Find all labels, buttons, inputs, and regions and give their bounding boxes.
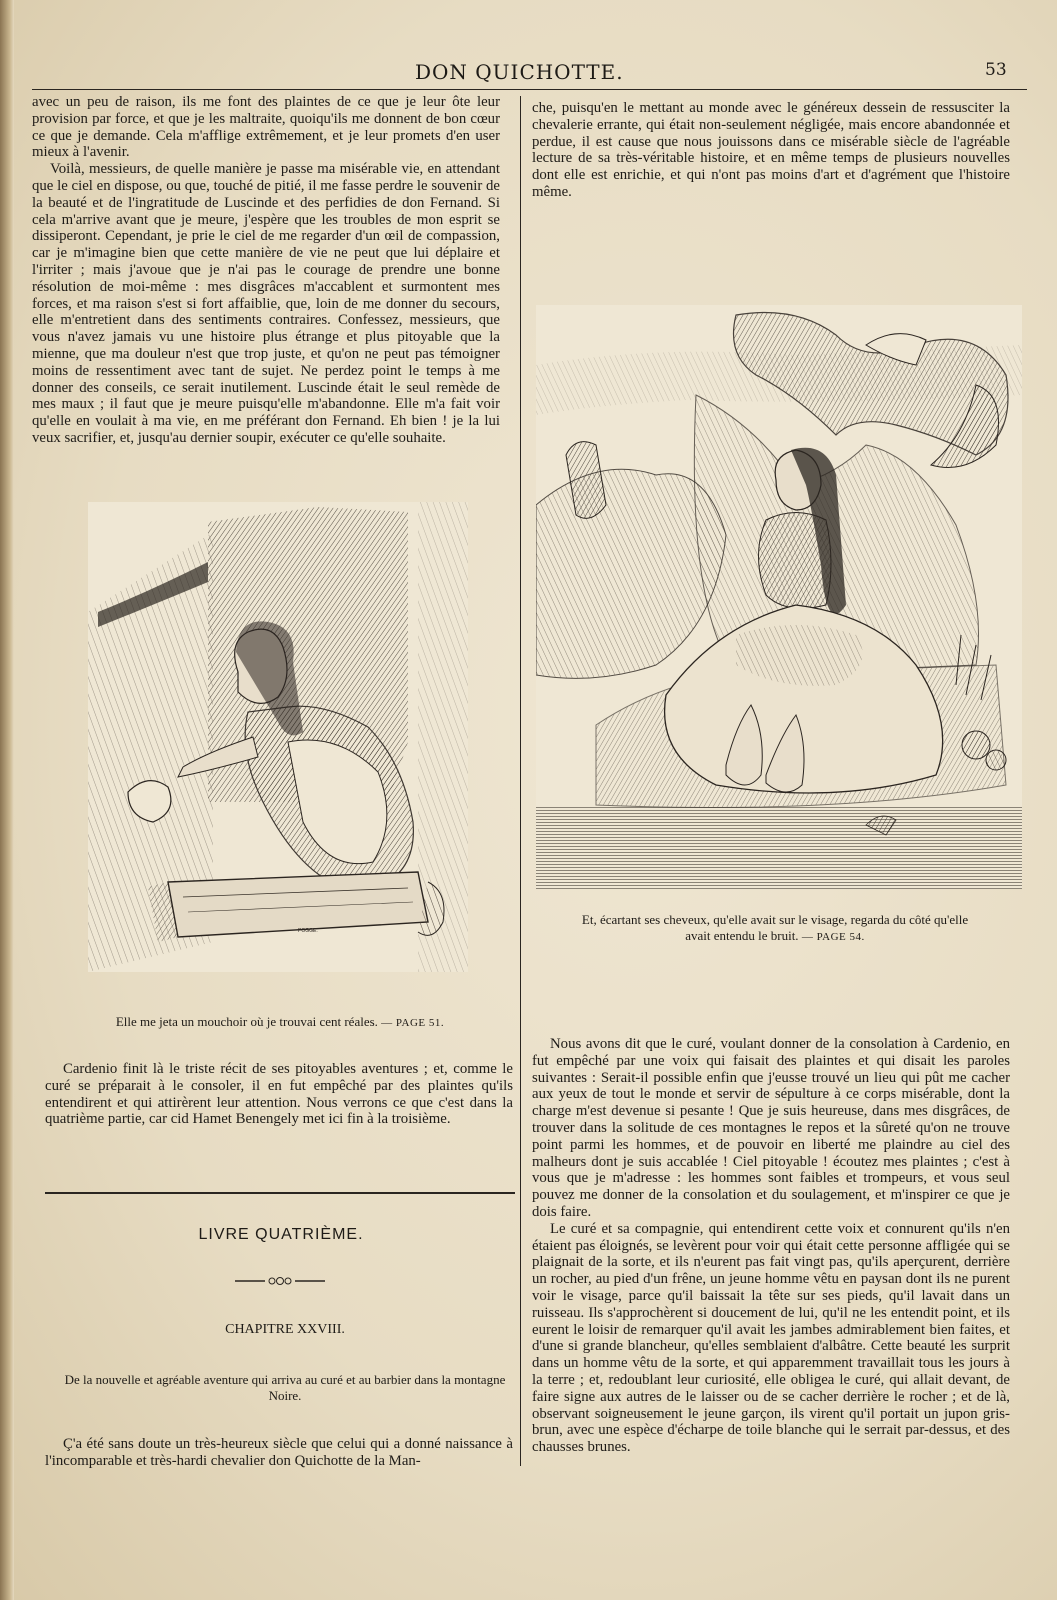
paragraph: Nous avons dit que le curé, voulant donner de la consolation à Cardenio, en fut empêché par une voix qui faisait des plaintes et qui disait les paroles suivantes : Serait-il possible enfin que j'eusse trouvé un lieu qui pût me cacher aux yeux de tout le monde et servir de sépulture à ce corps misérable, dont la charge m'est devenue si pesante ! Que je suis heureuse, dans mes disgrâces, de trouver dans la solitude de ces montagnes le repos et la sûreté qu'on ne trouve point parmi les hommes, et de pouvoir en liberté me plaindre au ciel des malheurs dont je suis accablée ! Ciel pitoyable ! écoutez mes plaintes ; c'est à vous que je m'adresse : les hommes sont faibles et trompeurs, et vous seul pouvez me donner de la consolation et du soulagement, et m'inspirer ce que je dois faire.: [532, 1036, 1010, 1220]
left-column-after-illustration: [45, 1061, 513, 1128]
left-column-top-text: [32, 94, 500, 447]
engraver-signature: POGGE.: [298, 928, 318, 934]
paragraph: avec un peu de raison, ils me font des plaintes de ce que je leur ôte leur provision par force, et que je les maltraite, quoiqu'ils me donnent de bon cœur ce que je demande. Cela m'afflige extrêmement, et je leur promets d'en user mieux à l'avenir.: [32, 94, 500, 161]
right-column-main-text: [532, 1036, 1010, 1456]
left-illustration-caption: [70, 1014, 490, 1031]
right-column-top-text: [532, 100, 1010, 201]
header-rule: [32, 89, 1027, 90]
paragraph: che, puisqu'en le mettant au monde avec le généreux dessein de ressusciter la chevalerie errante, qui était non-seulement négligée, mais encore abandonnée et perdue, il est cause que nous jouissons dans ce misérable siècle de l'agréable lecture de sa très-véritable histoire, et en même temps de plusieurs nouvelles dont elle est enrichie, et qui n'ont pas moins d'art et d'agrément que l'histoire même.: [532, 100, 1010, 200]
page-number: 53: [985, 60, 1007, 80]
river-scene-engraving: [536, 305, 1022, 889]
chapter-summary: De la nouvelle et agréable aventure qui arriva au curé et au barbier dans la montagne Noire.: [64, 1372, 506, 1403]
running-title: DON QUICHOTTE.: [415, 60, 624, 84]
caption-text: Elle me jeta un mouchoir où je trouvai cent réales.: [115, 1014, 378, 1029]
column-rule: [520, 96, 521, 1466]
caption-page-ref: — PAGE 54.: [801, 931, 865, 943]
ornament-divider-icon: [235, 1275, 325, 1287]
caption-line: Et, écartant ses cheveux, qu'elle avait sur le visage, regarda du côté qu'elle: [581, 912, 969, 927]
chapter-heading: CHAPITRE XXVIII.: [225, 1322, 345, 1337]
page-spine-edge: [0, 0, 14, 1600]
paragraph: Cardenio finit là le triste récit de ses pitoyables aventures ; et, comme le curé se préparait à le consoler, il en fut empêché par des plaintes qu'ils entendirent et qui attirèrent leur attention. Nous verrons ce que c'est dans la quatrième partie, car cid Hamet Benengely met ici fin à la troisième.: [45, 1061, 513, 1128]
paragraph: Le curé et sa compagnie, qui entendirent cette voix et connurent qu'ils n'en étaient pas éloignés, se levèrent pour voir qui était cette personne affligée qui se plaignait de la sorte, et ils n'eurent pas fait vingt pas, qu'ils aperçurent, derrière un rocher, au pied d'un frêne, un jeune homme vêtu en paysan dont ils ne purent voir le visage, parce qu'il baissait la tête sur ses pieds, qu'il lavait dans un ruisseau. Ils s'approchèrent si doucement de lui, qu'il ne les entendit point, et ils eurent le loisir de remarquer qu'il avait les jambes admirablement bien faites, et d'une si grande blancheur, qu'elles semblaient d'albâtre. Cette beauté les surprit dans un homme vêtu de la sorte, et qui apparemment travaillait tous les jours à la terre ; et, redoublant leur curiosité, elle obligea le curé, qui allait devant, de faire signe aux autres de le laisser ou de se cacher derrière le rocher ; et de là, observant soigneusement le jeune garçon, ils virent qu'il portait un jupon gris-brun, avec une espèce d'écharpe de toile blanche qui le serrait par-dessus, et des chausses brunes.: [532, 1220, 1010, 1456]
illustration-river-scene: [536, 305, 1022, 889]
running-head: [0, 60, 1057, 86]
caption-page-ref: — PAGE 51.: [381, 1017, 445, 1029]
caption-line: avait entendu le bruit.: [685, 928, 799, 943]
right-illustration-caption: [535, 912, 1015, 945]
paragraph: Ç'a été sans doute un très-heureux siècle que celui qui a donné naissance à l'incomparable et très-hardi chevalier don Quichotte de la Man-: [45, 1436, 513, 1469]
paragraph: Voilà, messieurs, de quelle manière je passe ma misérable vie, en attendant que le ciel en dispose, ou que, touché de pitié, il me fasse perdre le souvenir de la beauté et de l'ingratitude de Luscinde et des perfidies de don Fernand. Si cela m'arrive avant que je meure, j'espère que les troubles de mon esprit se dissiperont. Cependant, je prie le ciel de me regarder d'un œil de compassion, car je m'imagine bien que cette manière de vie ne peut que lui déplaire et l'irriter ; mais j'avoue que je n'ai pas le courage de prendre une bonne résolution de moi-même : mes disgrâces m'accablent et surmontent mes forces, et ma raison s'est si fort affaiblie, que, loin de me donner du secours, elle m'entretient dans des sentiments contraires. Confessez, messieurs, que vous n'avez jamais vu une histoire plus étrange et plus pitoyable que la mienne, que ma douleur n'est que trop juste, et qu'on ne peut pas témoigner moins de ressentiment avec tant de sujet. Ne perdez point le temps à me donner des conseils, ce serait inutilement. Luscinde était le seul remède de mes maux ; il faut que je meure puisqu'elle m'abandonne. Elle m'a fait voir qu'elle en voulait à ma vie, en me préférant don Fernand. Eh bien ! je la lui veux sacrifier, et, jusqu'au dernier soupir, exécuter ce qu'elle souhaite.: [32, 161, 500, 446]
window-scene-engraving: [88, 502, 468, 972]
section-divider-rule: [45, 1192, 515, 1194]
book-heading: LIVRE QUATRIÈME.: [198, 1226, 364, 1243]
illustration-window-scene: [88, 502, 468, 972]
chapter-opening-text: [45, 1436, 513, 1470]
